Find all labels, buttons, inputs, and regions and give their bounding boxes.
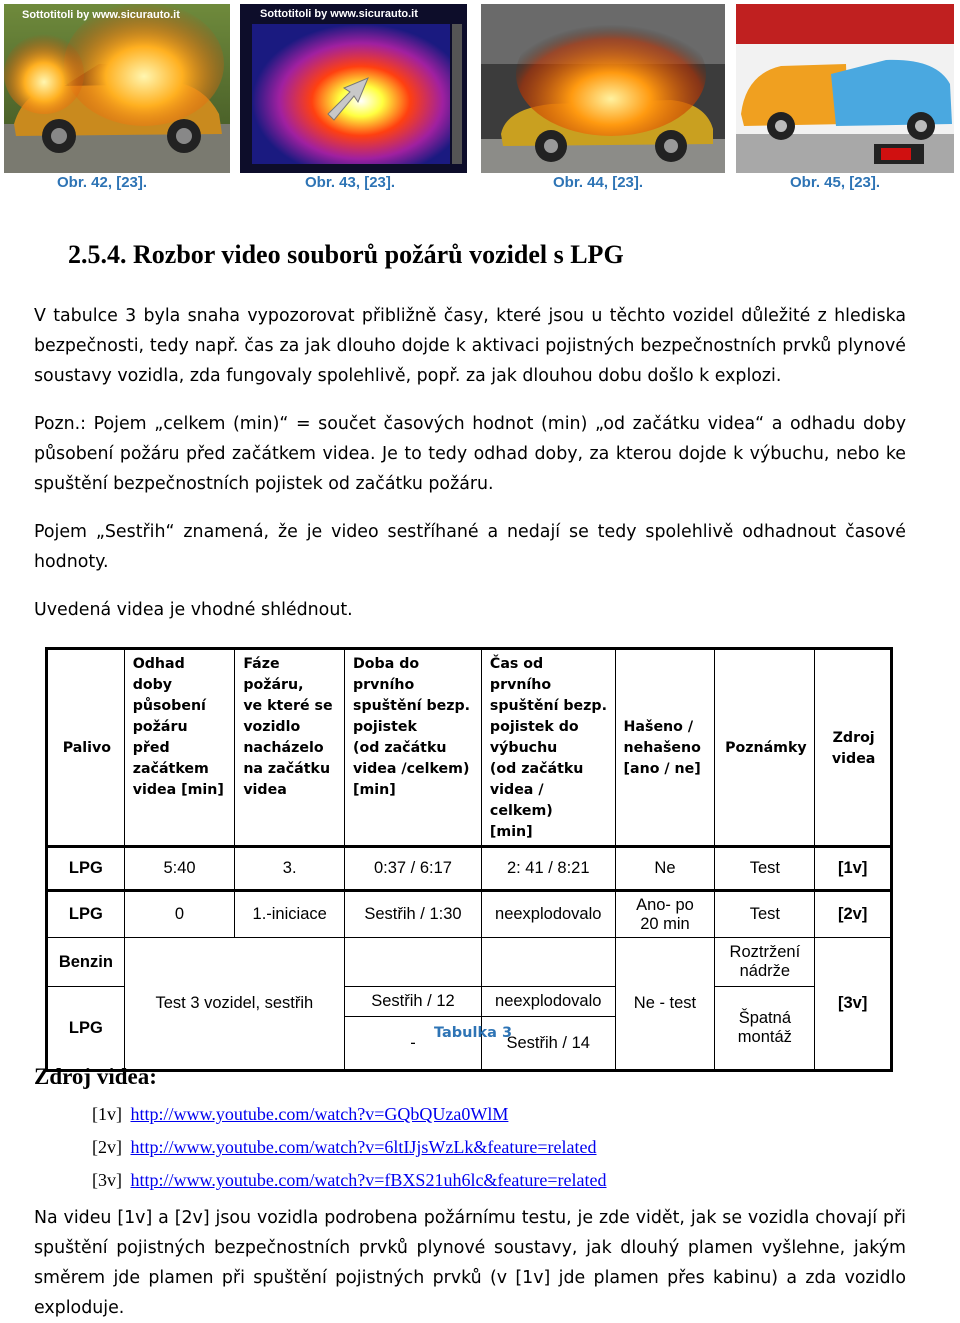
figure-45-caption: Obr. 45, [23]. [790,174,881,191]
source-label: [3v] [92,1170,122,1190]
text-line: směrem jde plamen při spuštění pojistných prvků (v [1v] jde plamen přes kabinu) a zda vozidlo [34,1268,906,1288]
figure-44-image [481,4,725,173]
figure-42-watermark: Sottotitoli by www.sicurauto.it [22,9,180,21]
text-line: bezpečnosti, tedy např. čas za jak dlouho dojde k aktivaci pojistných bezpečnostních prvků plynové [34,336,906,356]
header-line: Fáze požáru, [243,656,304,693]
cell-cas: neexplodovalo [481,891,615,938]
cell-line: 20 min [640,914,690,933]
text-line: spuštění pojistných bezpečnostních prvků plynové soustavy, jak dlouhý plamen vyšlehne, jakým [34,1238,906,1258]
cell-odhad: 0 [124,891,235,938]
header-line: videa [831,750,876,767]
cell-faze: 1.-iniciace [235,891,345,938]
data-table [45,647,893,1072]
table-row [47,938,892,987]
header-line: videa [min] [132,782,224,798]
source-label: [1v] [92,1104,122,1124]
table-row [47,847,892,891]
text-line: exploduje. [34,1298,125,1318]
text-line: V tabulce 3 byla snaha vypozorovat přibližně časy, které jsou u těchto vozidel důležité z hlediska [34,306,906,326]
header-line: prvního [353,677,415,693]
cell-cas: neexplodovalo [481,987,615,1017]
header-line: Zdroj [832,729,875,746]
header-faze [235,649,345,847]
paragraph-note [34,409,906,499]
source-link[interactable]: http://www.youtube.com/watch?v=fBXS21uh6lc&feature=related [130,1170,607,1190]
header-zdroj [815,649,892,847]
text-line: Pojem „Sestřih“ znamená, že je video sestříhané a nedají se tedy spolehlivě odhadnout časové [34,522,906,542]
header-line: [ano / ne] [623,761,701,777]
source-label: [2v] [92,1137,122,1157]
header-line: působení [132,698,206,714]
header-line: Odhad doby [132,656,185,693]
section-heading: 2.5.4. Rozbor video souborů požárů vozidel s LPG [68,240,624,269]
header-line: spuštění bezp. [489,698,607,714]
header-line: nacházelo [243,740,324,756]
figure-43-caption: Obr. 43, [23]. [305,174,396,191]
source-item [92,1104,508,1125]
table-caption: Tabulka 3 [434,1025,513,1041]
text-line: Uvedená videa je vhodné shlédnout. [34,600,353,620]
paragraph-conclusion [34,1203,906,1323]
figure-44-caption: Obr. 44, [23]. [553,174,644,191]
header-line: videa [243,782,287,798]
text-line: soustavy vozidla, zda fungovaly spolehlivě, popř. za jak dlouhou dobu došlo k explozi. [34,366,782,386]
header-line: vozidlo [243,719,301,735]
cell-line: Roztržení [729,943,801,961]
text-line: Pozn.: Pojem „celkem (min)“ = součet časových hodnot (min) „od začátku videa“ a odhadu doby [34,414,906,434]
cell-doba: - [345,1017,482,1071]
sources-heading: Zdroj videa: [34,1064,157,1089]
cell-faze: 3. [235,847,345,891]
cell-poznamky: Test [715,847,815,891]
cell-haseno [615,891,715,938]
header-doba [345,649,482,847]
paragraph-sestrih [34,517,906,577]
header-line: výbuchu [489,740,558,756]
source-link[interactable]: http://www.youtube.com/watch?v=GQbQUza0WlM [130,1104,509,1124]
header-line: spuštění bezp. [353,698,471,714]
cell-cas: 2: 41 / 8:21 [481,847,615,891]
cell-line: Špatná [738,1009,791,1027]
table-header-row [47,649,892,847]
cell-haseno: Ne [615,847,715,891]
cell-palivo: LPG [47,847,125,891]
text-line: působení požáru před začátkem videa. Je to tedy odhad doby, za kterou dojde k výbuchu, nebo ke [34,444,906,464]
header-line: Doba do [353,656,420,672]
cell-zdroj: [3v] [815,938,892,1071]
header-line: videa / celkem) [489,782,553,819]
cell-cas: Sestřih / 14 [481,1017,615,1071]
header-palivo: Palivo [47,649,125,847]
header-line: pojistek [353,719,417,735]
cell-palivo: LPG [47,987,125,1071]
cell-poznamky [715,938,815,987]
figure-43-image [240,4,467,173]
cell-poznamky: Test [715,891,815,938]
header-line: videa /celkem) [353,761,470,777]
header-odhad [124,649,235,847]
header-line: Čas od prvního [489,656,552,693]
header-line: [min] [353,782,396,798]
paragraph-intro [34,301,906,391]
header-line: (od začátku [353,740,447,756]
header-cas [481,649,615,847]
header-line: pojistek do [489,719,579,735]
cell-doba: 0:37 / 6:17 [345,847,482,891]
header-line: [min] [489,824,533,840]
cell-palivo: Benzin [47,938,125,987]
figure-43-watermark: Sottotitoli by www.sicurauto.it [260,8,418,20]
header-line: na začátku [243,761,331,777]
cell-palivo: LPG [47,891,125,938]
header-line: (od začátku [489,761,584,777]
table-row [47,891,892,938]
cell-line: nádrže [739,962,791,980]
header-line: požáru před [132,719,188,756]
source-item [92,1170,607,1191]
cell-doba: Sestřih / 12 [345,987,482,1017]
figure-42-caption: Obr. 42, [23]. [57,174,148,191]
cell-line: Ano- po [636,895,694,914]
cell-poznamky [715,987,815,1071]
header-line: nehašeno [623,740,701,756]
paragraph-recommend [34,595,906,625]
cell-line: montáž [737,1028,792,1046]
cell-doba: Sestřih / 1:30 [345,891,482,938]
cell-odhad: 5:40 [124,847,235,891]
cell-zdroj: [2v] [815,891,892,938]
text-line: hodnoty. [34,552,109,572]
header-line: ve které se [243,698,333,714]
text-line: Na videu [1v] a [2v] jsou vozidla podrobena požárnímu testu, je zde vidět, jak se vozidla chovají při [34,1208,906,1228]
header-line: Hašeno / [623,719,694,735]
cell-haseno: Ne - test [615,938,715,1071]
text-line: spuštění bezpečnostních pojistek od začátku požáru. [34,474,494,494]
header-poznamky: Poznámky [715,649,815,847]
header-line: začátkem [132,761,209,777]
header-haseno [615,649,715,847]
cell-zdroj: [1v] [815,847,892,891]
cell-cas-empty [481,938,615,987]
figure-42-image [4,4,230,173]
source-item [92,1137,597,1158]
cell-doba-empty [345,938,482,987]
cell-odhad-faze: Test 3 vozidel, sestřih [124,938,344,1071]
figure-45-image [736,4,954,173]
source-link[interactable]: http://www.youtube.com/watch?v=6ltIJjsWzLk&feature=related [130,1137,597,1157]
